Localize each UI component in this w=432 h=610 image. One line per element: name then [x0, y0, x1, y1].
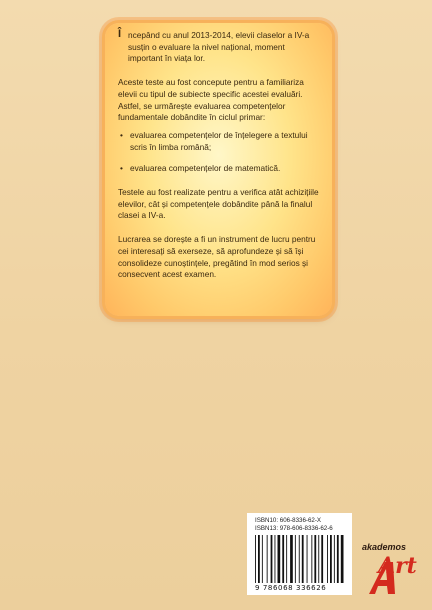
list-item-text: evaluarea competențelor de înțelegere a textului scris în limba română;	[130, 129, 308, 152]
barcode-bar	[327, 535, 328, 583]
paragraph-tests: Testele au fost realizate pentru a verifica atât achizițiile elevilor, cât și competențele dobândite până la finalul clasei a IV-a.	[118, 187, 319, 221]
barcode-bar	[321, 535, 323, 583]
barcode-bar	[271, 535, 273, 583]
barcode-bar	[275, 535, 276, 583]
panel-text	[118, 30, 320, 293]
intro-paragraph	[118, 30, 320, 65]
paragraph-work: Lucrarea se dorește a fi un instrument de lucru pentru cei interesați să exerseze, să aprofundeze și să își consolideze cunoștințele, pregătind în mod serios și consecvent acest examen.	[118, 234, 316, 280]
barcode-bar	[307, 535, 308, 583]
barcode-bar	[255, 535, 256, 583]
barcode-bar	[334, 535, 335, 583]
barcode-bar	[262, 535, 263, 583]
barcode-bar	[299, 535, 300, 583]
drop-cap: Î	[118, 28, 122, 40]
barcode-bar	[341, 535, 344, 583]
barcode-bar	[302, 535, 304, 583]
barcode-bar	[282, 535, 284, 583]
list-item-text: evaluarea competențelor de matematică.	[130, 163, 281, 174]
list-item	[118, 130, 320, 153]
barcode-digits: 9 786068 336626	[255, 584, 327, 592]
barcode-image	[253, 535, 346, 583]
barcode-bar	[278, 535, 281, 583]
barcode-bar	[330, 535, 332, 583]
list-item	[118, 163, 320, 175]
barcode-bar	[311, 535, 312, 583]
barcode-bar	[295, 535, 296, 583]
barcode-bar	[258, 535, 260, 583]
barcode-bar	[314, 535, 316, 583]
barcode-bar	[286, 535, 287, 583]
paragraph-purpose: Aceste teste au fost concepute pentru a familiariza elevii cu tipul de subiecte specific acestei evaluări. Astfel, se urmărește evaluarea competențelor fundamentale dobândite în ciclul primar:	[118, 77, 304, 123]
bullet-icon: •	[120, 163, 123, 174]
bullet-icon: •	[120, 129, 123, 140]
barcode-bar	[267, 535, 268, 583]
barcode-bar	[290, 535, 293, 583]
barcode-bar	[337, 535, 339, 583]
isbn13-label: ISBN13: 978-606-8336-62-6	[255, 525, 333, 532]
publisher-brand: akademos	[362, 542, 407, 552]
publisher-art: Art	[378, 553, 417, 579]
isbn10-label: ISBN10: 606-8336-62-X	[255, 517, 322, 524]
barcode-bar	[318, 535, 319, 583]
intro-text: ncepând cu anul 2013-2014, elevii claselor a IV-a susțin o evaluare la nivel național, moment important în viața lor.	[128, 30, 310, 64]
competence-list	[118, 130, 320, 175]
